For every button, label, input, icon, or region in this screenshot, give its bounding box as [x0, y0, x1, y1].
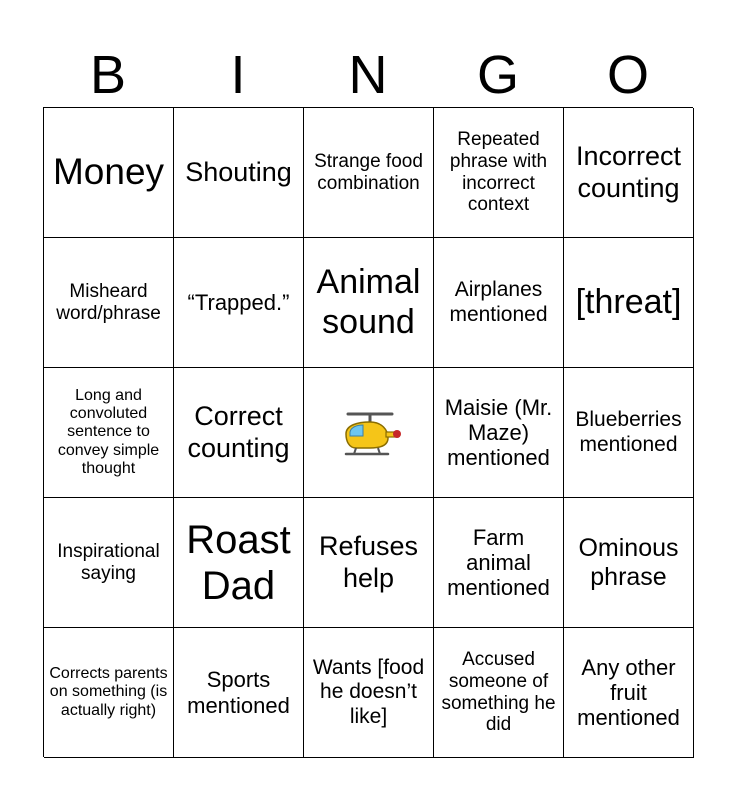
- bingo-cell[interactable]: [434, 108, 564, 238]
- cell-text: “Trapped.”: [187, 289, 290, 315]
- header-letter-b: B: [89, 45, 127, 105]
- cell-text: Misheard word/phrase: [56, 280, 161, 324]
- cell-text: Money: [52, 151, 165, 193]
- header-letter-o: O: [606, 45, 649, 105]
- bingo-cell[interactable]: [174, 108, 304, 238]
- free-space-cell[interactable]: [304, 368, 434, 498]
- bingo-cell[interactable]: [564, 238, 694, 368]
- helicopter-icon: [336, 408, 402, 458]
- bingo-cell[interactable]: [44, 368, 174, 498]
- bingo-cell[interactable]: [564, 628, 694, 758]
- cell-text: Farm animal mentioned: [447, 524, 550, 601]
- bingo-cell[interactable]: [304, 628, 434, 758]
- bingo-cell[interactable]: [304, 108, 434, 238]
- cell-text: Any other fruit mentioned: [577, 654, 680, 731]
- cell-text: Corrects parents on something (is actually right): [49, 664, 168, 719]
- cell-text: Wants [food he doesn’t like]: [312, 656, 425, 728]
- bingo-cell[interactable]: [44, 108, 174, 238]
- bingo-cell[interactable]: [44, 628, 174, 758]
- bingo-cell[interactable]: [564, 368, 694, 498]
- bingo-cell[interactable]: [174, 368, 304, 498]
- cell-text: Ominous phrase: [578, 533, 679, 591]
- cell-text: Blueberries mentioned: [575, 408, 682, 456]
- cell-text: Roast Dad: [186, 517, 291, 608]
- cell-text: Accused someone of something he did: [441, 648, 556, 736]
- header-letter-i: I: [230, 45, 246, 105]
- cell-text: Inspirational saying: [57, 540, 160, 584]
- bingo-cell[interactable]: [564, 108, 694, 238]
- header-letter-n: N: [348, 45, 388, 105]
- bingo-cell[interactable]: [304, 498, 434, 628]
- cell-text: Animal sound: [316, 263, 421, 341]
- cell-text: Sports mentioned: [187, 667, 290, 718]
- cell-text: Strange food combination: [314, 150, 423, 194]
- bingo-cell[interactable]: [434, 368, 564, 498]
- cell-text: Maisie (Mr. Maze) mentioned: [444, 394, 553, 471]
- bingo-cell[interactable]: [304, 238, 434, 368]
- cell-text: Long and convoluted sentence to convey simple thought: [57, 386, 160, 478]
- bingo-header: [43, 44, 693, 106]
- cell-text: [threat]: [575, 282, 682, 321]
- bingo-cell[interactable]: [434, 498, 564, 628]
- bingo-cell[interactable]: [434, 628, 564, 758]
- bingo-cell[interactable]: [434, 238, 564, 368]
- cell-text: Incorrect counting: [575, 141, 682, 203]
- bingo-grid: [43, 107, 693, 757]
- cell-text: Airplanes mentioned: [449, 278, 548, 326]
- bingo-cell[interactable]: [174, 498, 304, 628]
- cell-text: Shouting: [185, 156, 292, 187]
- cell-text: Refuses help: [318, 531, 419, 593]
- bingo-cell[interactable]: [174, 238, 304, 368]
- header-letter-g: G: [476, 45, 519, 105]
- cell-text: Repeated phrase with incorrect context: [449, 128, 548, 216]
- bingo-cell[interactable]: [44, 238, 174, 368]
- bingo-cell[interactable]: [564, 498, 694, 628]
- bingo-cell[interactable]: [44, 498, 174, 628]
- cell-text: Correct counting: [187, 401, 290, 463]
- bingo-cell[interactable]: [174, 628, 304, 758]
